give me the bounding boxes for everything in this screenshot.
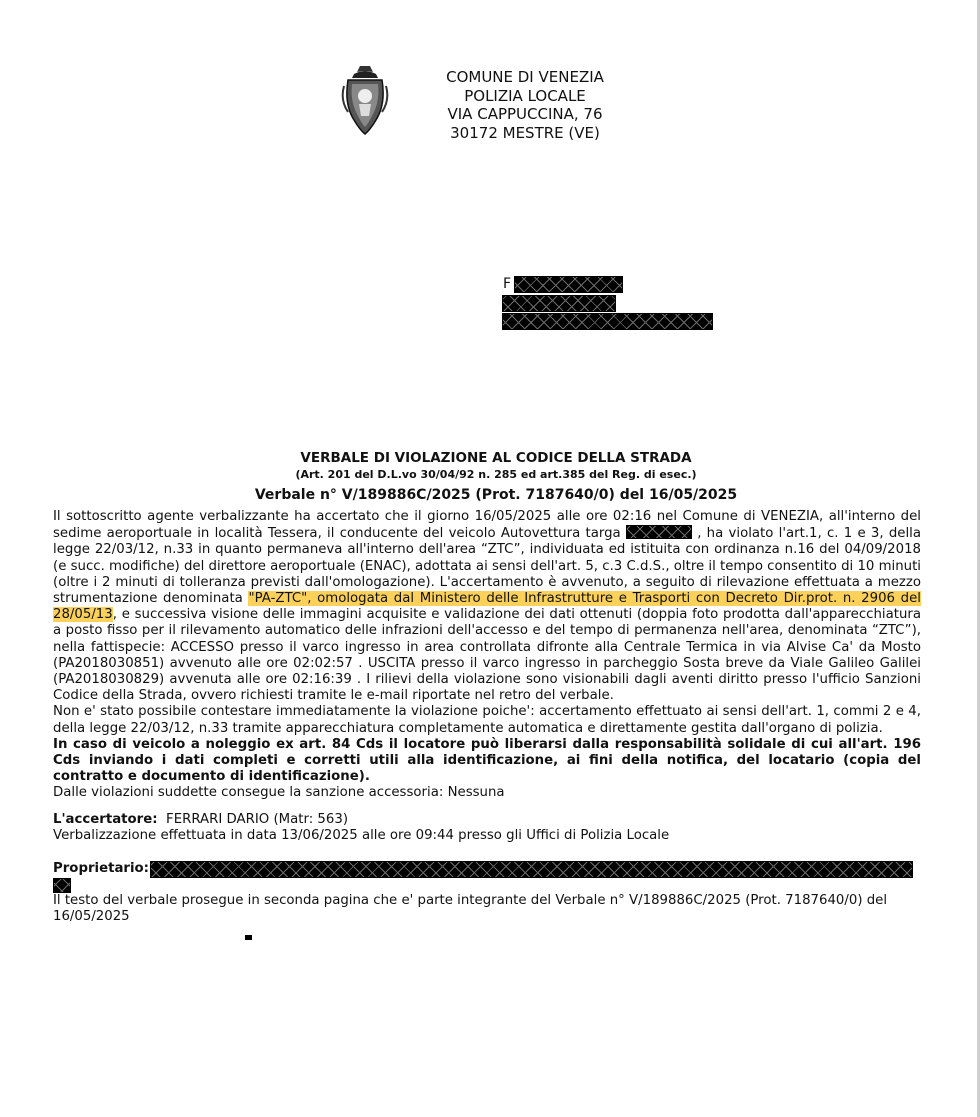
redacted-recipient-name [514,276,623,293]
redacted-owner-line-1 [150,861,913,878]
redacted-owner-line-2 [53,878,71,893]
redacted-recipient-city [502,313,713,330]
accertatore-name: FERRARI DARIO (Matr: 563) [166,812,349,827]
p1-part-b: , ha violato l'art.1, c. 1 e 3, della legge 22/03/12, n.33 in quanto permaneva all'interno dell'area “ZTC”, individuata ed istituita con ordinanza n.16 del 04/09/2018 (e succ. modifiche) del direttore aeroportuale (ENAC), adottata ai sensi dell'art. 5, c.3 C.d.S., oltre il tempo consentito di 10 minuti (oltre i 2 minuti di tolleranza previsti dall'omologazione). L'accertamento è avvenuto, a seguito di rilevazione effettuata a mezzo strumentazione denominata [53,526,922,607]
header-line-2: POLIZIA LOCALE [464,86,586,105]
redacted-recipient-street [502,295,616,312]
recipient-initial: F [503,276,512,292]
paragraph-sanzione-accessoria: Dalle violazioni suddette consegue la sanzione accessoria: Nessuna [53,785,505,801]
p1-part-c: , e successiva visione delle immagini acquisite e validazione dei dati ottenuti (doppia foto prodotta dall'apparecchiatura a posto fisso per il rilevamento automatico delle infrazioni dell'accesso e del tempo di permanenza nell'area, denominata “ZTC”), nella fattispecie: ACCESSO presso il varco ingresso in area controllata difronte alla Centrale Termica in via Alvise Ca' da Mosto (PA2018030851) avvenuto alle ore 02:02:57 . USCITA presso il varco ingresso in parcheggio Sosta breve da Viale Galileo Galilei (PA2018030829) avvenuta alle ore 02:16:39 . I rilievi della violazione sono visionabili dagli aventi diritto presso l'ufficio Sanzioni Codice della Strada, ovvero richiesti tramite le e-mail riportate nel retro del verbale. [53,607,921,704]
accertatore-label: L'accertatore: [53,812,158,827]
legal-reference: (Art. 201 del D.L.vo 30/04/92 n. 285 ed art.385 del Reg. di esec.) [295,468,697,481]
redacted-plate [626,525,692,539]
highlighted-device-approval: "PA-ZTC", omologata dal Ministero delle Infrastrutture e Trasporti con Decreto Dir.prot. n. 2906 del 28/05/13 [53,591,921,623]
verbale-number: Verbale n° V/189886C/2025 (Prot. 7187640/0) del 16/05/2025 [254,487,738,503]
scan-mark [245,935,252,940]
venice-crest-logo [340,64,390,136]
violation-description [53,509,921,802]
header-line-3: VIA CAPPUCCINA, 76 [447,105,603,123]
owner-label: Proprietario: [53,861,149,876]
paragraph-noleggio: In caso di veicolo a noleggio ex art. 84 Cds il locatore può liberarsi dalla responsabilità solidale di cui all'art. 196 Cds inviando i dati completi e corretti utili alla identificazione, ai fini della notifica, del locatario (copia del contratto e documento di identificazione). [53,736,921,785]
header-line-4: 30172 MESTRE (VE) [450,123,600,142]
issuer-header [440,68,610,142]
header-line-1: COMUNE DI VENEZIA [446,68,604,86]
document-title: VERBALE DI VIOLAZIONE AL CODICE DELLA STRADA [300,450,692,466]
p1-part-a: Il sottoscritto agente verbalizzante ha accertato che il giorno 16/05/2025 alle ore 02:16 nel Comune di VENEZIA, all'interno del sedime aeroportuale in località Tessera, il conducente del veicolo Autovettura targa [53,509,921,542]
paragraph-non-contestata: Non e' stato possibile contestare immediatamente la violazione poiche': accertamento effettuato ai sensi dell'art. 1, commi 2 e 4, della legge 22/03/12, n.33 tramite apparecchiatura completamente automatica e direttamente gestita dall'organo di polizia. [53,704,921,736]
verbalizzazione-note: Verbalizzazione effettuata in data 13/06/2025 alle ore 09:44 presso gli Uffici di Polizia Locale [53,828,670,844]
document-title-block [0,450,980,505]
accertatore-block [53,812,669,844]
continuation-note: Il testo del verbale prosegue in seconda pagina che e' parte integrante del Verbale n° V/189886C/2025 (Prot. 7187640/0) del 16/05/2025 [53,893,888,925]
paragraph-accertamento [53,509,921,704]
